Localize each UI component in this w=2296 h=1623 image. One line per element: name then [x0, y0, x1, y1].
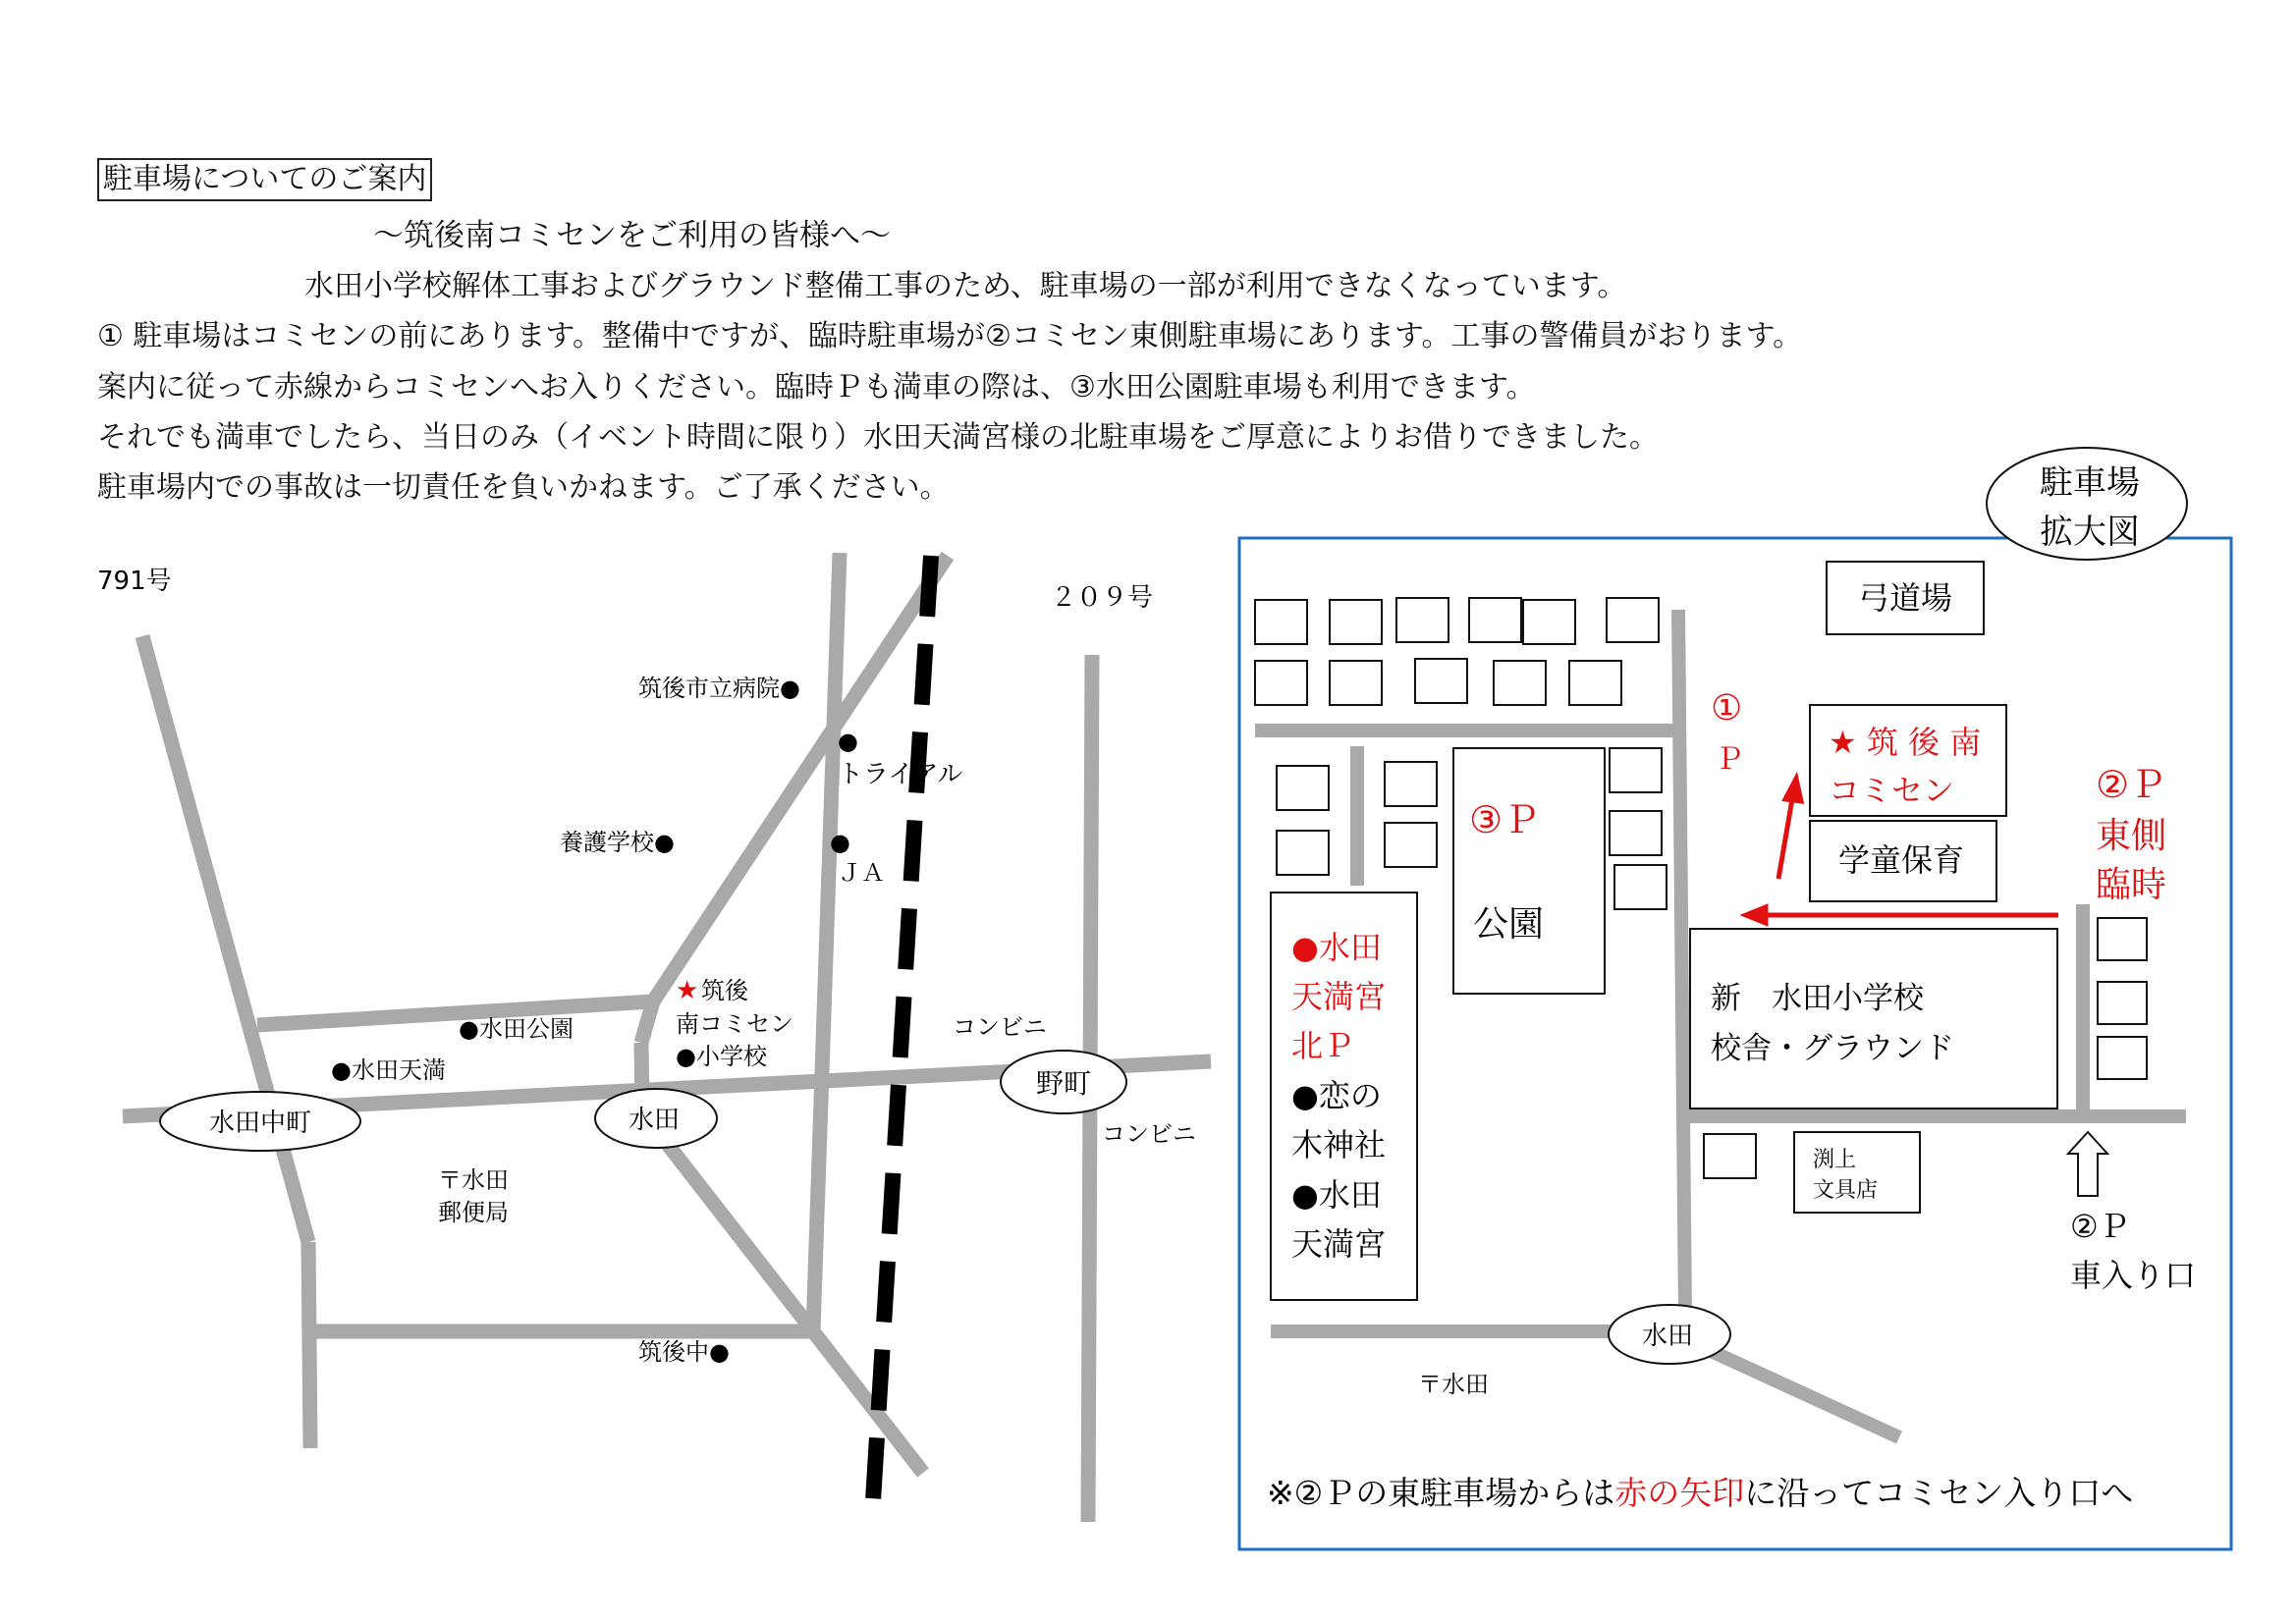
notice-line-3: 案内に従って赤線からコミセンへお入りください。臨時Ｐも満車の際は、③水田公園駐車場も利用できます。: [97, 370, 1536, 405]
building-box: [1610, 811, 1662, 855]
building-box: [1704, 1134, 1756, 1178]
tenmangu-north-p-3: 北Ｐ: [1291, 1027, 1355, 1064]
school-block: [1690, 929, 2057, 1109]
support-school-label: 養護学校●: [560, 829, 675, 856]
building-box: [2098, 982, 2147, 1024]
notice-line-5: 駐車場内での事故は一切責任を負いかねます。ご了承ください。: [97, 470, 950, 505]
post-office-label-1: 〒水田: [438, 1166, 509, 1194]
post-office-label-2: 郵便局: [438, 1199, 509, 1226]
building-box: [1607, 598, 1659, 642]
comisen-label-2: コミセン: [1829, 772, 1955, 809]
red-arrowhead-west: [1746, 907, 1766, 923]
magnify-label-2: 拡大図: [2040, 513, 2140, 552]
route-791-label: 791号: [97, 567, 172, 596]
right-post-label: 〒水田: [1418, 1371, 1489, 1398]
koi-shrine-label-2: 木神社: [1291, 1126, 1387, 1163]
building-box: [1469, 598, 1521, 642]
kyudojo-label: 弓道場: [1857, 579, 1953, 617]
building-box: [1255, 661, 1307, 705]
route-209-label: ２０９号: [1051, 583, 1154, 613]
parking-1-label-2: Ｐ: [1715, 742, 1744, 777]
page-subtitle: 〜筑後南コミセンをご利用の皆様へ〜: [373, 218, 891, 253]
road-791: [142, 636, 308, 1242]
fuchigami-label-2: 文具店: [1813, 1178, 1879, 1203]
park-label: 公園: [1473, 904, 1545, 945]
hospital-label: 筑後市立病院●: [638, 675, 800, 702]
station-mizuta-nakamachi: [160, 1092, 360, 1151]
school-label-1: 新 水田小学校: [1711, 981, 1924, 1016]
parking-2-label-3: 臨時: [2096, 865, 2167, 905]
route-note-a: ※②Ｐの東駐車場からは: [1267, 1474, 1615, 1512]
railway-line: [872, 556, 931, 1517]
gakudo-building: [1810, 821, 1996, 901]
red-arrowhead-north: [1785, 779, 1801, 801]
route-note-c: に沿ってコミセン入り口へ: [1744, 1474, 2134, 1512]
entrance-label-1: ②Ｐ: [2070, 1208, 2130, 1245]
trial-label: トライアル: [838, 760, 963, 789]
station-nomachi-label: 野町: [1035, 1067, 1092, 1100]
comisen-star-icon: ★: [676, 976, 699, 1005]
road-791-south: [308, 1242, 310, 1448]
mizuta-tenmangu-label-2: 天満宮: [1291, 1225, 1387, 1263]
tenmangu-block: [1271, 893, 1417, 1300]
building-box: [1277, 831, 1329, 875]
entrance-arrow-icon: [2068, 1132, 2107, 1196]
building-box: [1396, 598, 1449, 642]
entrance-label-2: 車入り口: [2070, 1257, 2197, 1294]
comisen-label-2: 南コミセン: [676, 1010, 793, 1038]
route-note-b: 赤の矢印: [1614, 1474, 1745, 1512]
comisen-building: [1810, 705, 2006, 816]
road-park-north: [257, 1001, 653, 1025]
building-box: [1523, 600, 1575, 644]
comisen-label-1: 筑後: [701, 977, 748, 1004]
gakudo-label: 学童保育: [1837, 841, 1965, 879]
building-box: [1255, 600, 1307, 644]
tenmangu-north-p-2: 天満宮: [1291, 978, 1387, 1015]
right-station-mizuta: [1609, 1305, 1730, 1364]
comisen-label-1: ★ 筑 後 南: [1829, 724, 1982, 761]
konbini-label-1: コンビニ: [953, 1013, 1047, 1041]
school-label-2: 校舎・グラウンド: [1711, 1031, 1954, 1066]
parking-3-label: ③Ｐ: [1469, 798, 1541, 841]
red-arrow-north: [1778, 793, 1793, 879]
parking-2-label-2: 東側: [2096, 816, 2167, 856]
chikugo-naka-label: 筑後中●: [638, 1338, 730, 1366]
mizuta-tenmangu-label-1: ●水田: [1291, 1176, 1382, 1214]
kyudojo-building: [1827, 562, 1984, 634]
notice-line-2: ① 駐車場はコミセンの前にあります。整備中ですが、臨時駐車場が②コミセン東側駐車場にあります。工事の警備員がおります。: [97, 319, 1803, 353]
parking-1-label-1: ①: [1711, 688, 1743, 729]
building-box: [1569, 661, 1621, 705]
road-center: [1678, 610, 1685, 1316]
ja-label: ＪＡ: [838, 859, 885, 887]
station-mizuta: [595, 1089, 717, 1148]
right-station-mizuta-label: 水田: [1641, 1322, 1694, 1351]
building-box: [1330, 600, 1382, 644]
notice-line-1: 水田小学校解体工事およびグラウンド整備工事のため、駐車場の一部が利用できなくなっています。: [304, 269, 1627, 303]
left-area-map: [97, 553, 1211, 1522]
tenman-label: ●水田天満: [331, 1056, 446, 1084]
building-box: [1385, 762, 1437, 806]
tenmangu-north-p-1: ●水田: [1291, 929, 1382, 966]
road-southeast: [1685, 1339, 1899, 1437]
trial-dot: ●: [838, 728, 858, 755]
station-mizuta-label: 水田: [628, 1106, 681, 1135]
building-box: [1415, 659, 1467, 703]
fuchigami-label-1: 渕上: [1813, 1148, 1857, 1172]
magnify-label-bubble: [1987, 448, 2187, 560]
building-box: [1277, 766, 1329, 810]
koi-shrine-label-1: ●恋の: [1291, 1077, 1382, 1114]
elementary-label: ●小学校: [676, 1043, 767, 1070]
park-label: ●水田公園: [459, 1015, 574, 1043]
route-note: [1267, 1474, 2133, 1512]
page-title: 駐車場についてのご案内: [97, 158, 432, 201]
konbini-label-2: コンビニ: [1102, 1120, 1196, 1148]
notice-line-4: それでも満車でしたら、当日のみ（イベント時間に限り）水田天満宮様の北駐車場をご厚意によりお借りできました。: [97, 420, 1659, 455]
building-box: [1610, 748, 1662, 792]
ja-dot: ●: [830, 829, 850, 856]
station-nomachi: [1001, 1051, 1126, 1113]
right-parking-map: [1239, 448, 2231, 1549]
building-box: [2098, 1037, 2147, 1079]
building-box: [1330, 661, 1382, 705]
fuchigami-shop: [1794, 1132, 1920, 1213]
magnify-label-1: 駐車場: [2040, 463, 2140, 503]
building-box: [1494, 661, 1546, 705]
building-box: [2098, 918, 2147, 960]
building-box: [1614, 865, 1667, 909]
parking-2-label-1: ②Ｐ: [2096, 763, 2167, 806]
park-block: [1453, 748, 1605, 994]
building-box: [1385, 823, 1437, 867]
road-north-south: [813, 553, 840, 1331]
station-mizuta-nakamachi-label: 水田中町: [208, 1109, 312, 1138]
